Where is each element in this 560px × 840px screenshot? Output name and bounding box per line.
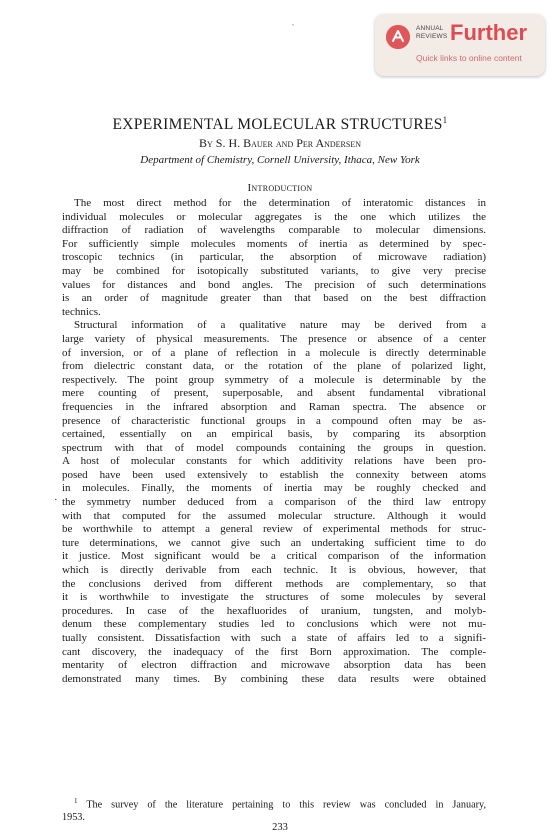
article-body: [62, 197, 486, 686]
section-heading: Introduction: [247, 182, 313, 194]
footnote-mark: 1: [74, 797, 78, 805]
body-line: cant discovery, the inadequacy of the first Born approximation. The comple-: [62, 645, 486, 658]
body-line: large variety of physical measurements. The presence or absence of a center: [62, 332, 486, 345]
body-line: The most direct method for the determination of interatomic distances in: [74, 197, 486, 209]
body-line: is an order of magnitude greater than that based on the best diffraction: [62, 292, 486, 305]
body-line: For sufficiently simple molecules moments of inertia as determined by spec-: [62, 237, 486, 250]
body-line: the conclusions derived from different methods are complementary, so that: [62, 577, 486, 590]
body-line: tually consistent. Dissatisfaction with such a state of affairs led to a signifi-: [62, 632, 486, 644]
author-affiliation: Department of Chemistry, Cornell University, Ithaca, New York: [140, 154, 420, 166]
body-line: spectrum with that of model compounds containing the groups in question.: [62, 441, 486, 454]
body-line: mentarity of electron diffraction and microwave absorption data has been: [62, 659, 486, 672]
body-line: frequencies in the infrared absorption and Raman spectra. The absence or: [62, 400, 486, 413]
body-line: with that computed for the assumed molecular structure. Although it would: [62, 509, 486, 522]
body-line: posed have been used extensively to establish the connexity between atoms: [62, 468, 486, 481]
body-line: Structural information of a qualitative nature may be derived from a: [74, 319, 486, 332]
body-line: technics.: [62, 305, 101, 318]
body-line: presence of characteristic functional groups in a compound often may be as-: [62, 414, 486, 427]
badge-publisher-label: ANNUAL REVIEWS: [416, 25, 448, 40]
body-line: the symmetry number deduced from a comparison of the third law entropy: [62, 496, 486, 509]
body-line: in molecules. Finally, the moments of inertia may be roughly checked and: [62, 482, 486, 495]
body-line: it justice. Most significant would be a critical comparison of the information: [62, 550, 486, 563]
badge-further-label: Further: [450, 20, 527, 45]
body-line: of inversion, or of a plane of reflection in a molecule is directly determinable: [62, 346, 486, 359]
body-line: A host of molecular constants for which additivity relations have been pro-: [62, 455, 486, 468]
body-line: from dielectric constant data, or the rotation of the plane of polarized light,: [62, 360, 486, 373]
body-line: diffraction of radiation of wavelengths comparable to molecular dimensions.: [62, 224, 486, 237]
body-line: troscopic technics (in particular, the absorption of microwave radiation): [62, 251, 486, 264]
body-line: individual molecules or molecular aggregates is the one which utilizes the: [62, 210, 486, 223]
body-line: procedures. In case of the hexafluorides of uranium, tungsten, and molyb-: [62, 604, 486, 617]
title-footnote-mark: 1: [442, 115, 448, 125]
body-line: values for distances and bond angles. The precision of such determinations: [62, 278, 486, 291]
scan-speck: •: [292, 23, 295, 29]
body-line: mere counting of present, superposable, and absent fundamental vibrational: [62, 387, 486, 400]
badge-subtitle: Quick links to online content: [416, 53, 522, 63]
article-title: EXPERIMENTAL MOLECULAR STRUCTURES$^1$: [112, 115, 448, 134]
footnote: [62, 795, 486, 824]
body-line: it is worthwhile to investigate the structures of some molecules by several: [62, 591, 486, 604]
body-line: be worthwhile to attempt a general review of experimental methods for struc-: [62, 523, 486, 536]
footnote-line: 1953.: [62, 811, 85, 823]
footnote-line: $^1$ The survey of the literature pertaining to this review was concluded in January,: [74, 797, 486, 811]
annual-reviews-logo-icon: [386, 25, 410, 49]
body-line: denum these complementary studies led to conclusions which were not mu-: [62, 618, 486, 631]
page-number: 233: [272, 822, 288, 833]
margin-mark: ·: [54, 494, 58, 506]
body-line: may be combined for isotopically substituted variants, to give very precise: [62, 264, 486, 277]
body-line: respectively. The point group symmetry of a molecule is determinable by the: [62, 373, 486, 386]
body-line: certained, essentially on an empirical basis, by comparing its absorption: [62, 428, 486, 441]
author-byline: By S. H. Bauer and Per Andersen: [198, 136, 362, 150]
body-line: demonstrated many times. By combining these data results were obtained: [62, 672, 486, 685]
body-line: which is directly derivable from each technic. It is obvious, however, that: [62, 564, 486, 577]
annual-reviews-further-badge[interactable]: [375, 14, 545, 76]
body-line: ture determinations, we cannot give such an undertaking sufficient time to do: [62, 536, 486, 549]
